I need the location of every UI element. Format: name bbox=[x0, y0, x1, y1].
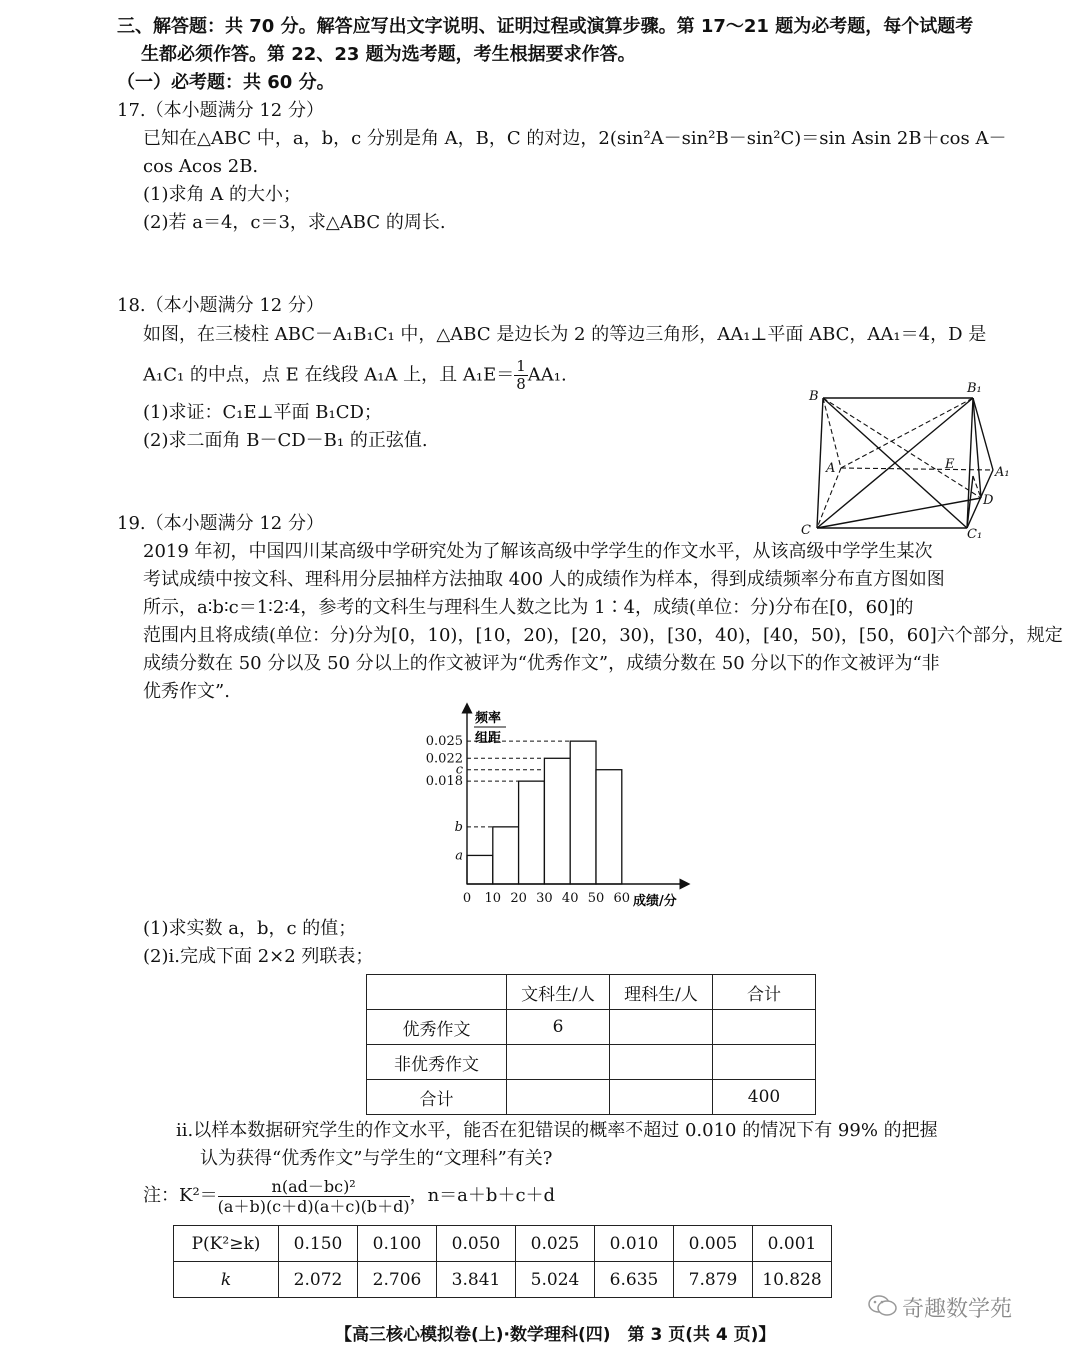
label-C1: C₁ bbox=[967, 527, 983, 540]
q19-sub2: (2)ⅰ.完成下面 2×2 列联表； bbox=[143, 946, 374, 967]
x-tick-label: 20 bbox=[510, 891, 527, 906]
label-A: A bbox=[826, 461, 836, 476]
q18-sub1: (1)求证：C₁E⊥平面 B₁CD； bbox=[143, 402, 382, 423]
table-row bbox=[367, 1010, 816, 1045]
watermark-text: 奇趣数学苑 bbox=[902, 1297, 1013, 1322]
watermark bbox=[868, 1294, 1012, 1326]
note-suffix: ，n＝a＋b＋c＋d bbox=[409, 1185, 556, 1206]
q19-p3: 所示，a∶b∶c＝1∶2∶4，参考的文科生与理科生人数之比为 1∶4，成绩(单位：分)分布在[0，60]的 bbox=[143, 597, 914, 618]
x-tick-label: 10 bbox=[484, 891, 502, 906]
y-tick-label: b bbox=[454, 819, 463, 835]
y-tick-label: 0.022 bbox=[425, 751, 463, 767]
k2-cell: 0.010 bbox=[595, 1226, 674, 1262]
x-tick-label: 0 bbox=[462, 891, 472, 906]
q17-line2: cos Acos 2B. bbox=[143, 156, 259, 177]
k2-cell: 0.005 bbox=[674, 1226, 753, 1262]
histogram-bar bbox=[493, 827, 519, 884]
label-E: E bbox=[945, 457, 955, 472]
note-prefix: 注：K²＝ bbox=[143, 1185, 218, 1206]
k2-formula-note bbox=[143, 1176, 555, 1216]
q17-line1: 已知在△ABC 中，a，b，c 分别是角 A，B，C 的对边，2(sin²A－sin²B－sin²C)＝sin Asin 2B＋cos A－ bbox=[143, 128, 1007, 149]
k2-cell: 5.024 bbox=[516, 1262, 595, 1298]
q19-sub1: (1)求实数 a，b，c 的值； bbox=[143, 918, 357, 939]
k2-cell: 7.879 bbox=[674, 1262, 753, 1298]
line-CD bbox=[817, 498, 981, 528]
section-header-line1: 三、解答题：共 70 分。解答应写出文字说明、证明过程或演算步骤。第 17～21 题为必考题，每个试题考 bbox=[117, 16, 974, 37]
k2-cell: 3.841 bbox=[437, 1262, 516, 1298]
y-tick-label: 0.018 bbox=[425, 774, 463, 790]
x-tick-label: 40 bbox=[561, 891, 579, 906]
table-row bbox=[367, 1080, 816, 1115]
contingency-cell: 非优秀作文 bbox=[367, 1045, 507, 1080]
q19-p4: 范围内且将成绩(单位：分)分为[0，10)，[10，20)，[20，30)，[30，40)，[40，50)，[50，60]六个部分，规定 bbox=[143, 625, 1063, 646]
contingency-cell bbox=[507, 1045, 610, 1080]
q19-p5: 成绩分数在 50 分以及 50 分以上的作文被评为“优秀作文”，成绩分数在 50 分以下的作文被评为“非 bbox=[143, 653, 940, 674]
contingency-cell: 400 bbox=[713, 1080, 816, 1115]
q18-frac-num: 1 bbox=[516, 357, 526, 375]
x-tick-label: 30 bbox=[536, 891, 553, 906]
k2-row-label: k bbox=[174, 1262, 279, 1298]
q19-p2: 考试成绩中按文科、理科用分层抽样方法抽取 400 人的成绩作为样本，得到成绩频率分布直方图如图 bbox=[143, 569, 945, 590]
q19-p1: 2019 年初，中国四川某高级中学研究处为了解该高级中学学生的作文水平，从该高级中学学生某次 bbox=[143, 541, 933, 562]
page-footer: 【高三核心模拟卷(上)·数学理科(四) 第 3 页(共 4 页)】 bbox=[335, 1325, 776, 1345]
note-fraction bbox=[218, 1177, 410, 1216]
histogram-bar bbox=[544, 758, 570, 884]
contingency-header-cell: 理科生/人 bbox=[610, 975, 713, 1010]
contingency-cell bbox=[610, 1010, 713, 1045]
y-tick-label: 0.025 bbox=[425, 734, 463, 750]
edge-AC bbox=[817, 468, 841, 528]
q18-fraction bbox=[514, 358, 528, 393]
y-tick-label: a bbox=[455, 848, 463, 864]
q17-sub2: (2)若 a＝4，c＝3，求△ABC 的周长. bbox=[143, 212, 446, 233]
label-D: D bbox=[983, 493, 994, 508]
line-BD bbox=[823, 398, 981, 498]
k2-row-label: P(K²≥k) bbox=[174, 1226, 279, 1262]
contingency-cell bbox=[610, 1045, 713, 1080]
contingency-cell bbox=[713, 1010, 816, 1045]
k2-cell: 0.100 bbox=[358, 1226, 437, 1262]
note-den: (a＋b)(c＋d)(a＋c)(b＋d) bbox=[217, 1196, 410, 1216]
k2-cell: 6.635 bbox=[595, 1262, 674, 1298]
q18-line2-pre: A₁C₁ 的中点，点 E 在线段 A₁A 上，且 A₁E＝ bbox=[143, 364, 515, 386]
edge-BA bbox=[823, 398, 841, 468]
y-label-top: 频率 bbox=[475, 711, 502, 726]
contingency-header-cell: 合计 bbox=[713, 975, 816, 1010]
q18-line2-post: AA₁. bbox=[527, 364, 567, 386]
q19-title: 19.（本小题满分 12 分） bbox=[117, 513, 324, 534]
k2-critical-table bbox=[173, 1225, 832, 1298]
contingency-cell bbox=[610, 1080, 713, 1115]
contingency-cell: 合计 bbox=[367, 1080, 507, 1115]
label-B: B bbox=[809, 389, 819, 404]
x-tick-label: 60 bbox=[613, 891, 631, 906]
label-C: C bbox=[801, 523, 811, 538]
table-row bbox=[174, 1226, 832, 1262]
section-header-line2: 生都必须作答。第 22、23 题为选考题，考生根据要求作答。 bbox=[141, 44, 636, 65]
q19-p6: 优秀作文”. bbox=[143, 681, 230, 702]
k2-cell: 0.001 bbox=[753, 1226, 832, 1262]
q17-sub1: (1)求角 A 的大小； bbox=[143, 184, 301, 205]
contingency-cell: 优秀作文 bbox=[367, 1010, 507, 1045]
y-label-bottom: 组距 bbox=[475, 731, 502, 746]
edge-BC bbox=[817, 398, 823, 528]
label-B1: B₁ bbox=[967, 381, 982, 396]
q18-line2 bbox=[143, 358, 567, 393]
histogram-bar bbox=[519, 781, 545, 884]
q18-line1: 如图，在三棱柱 ABC－A₁B₁C₁ 中，△ABC 是边长为 2 的等边三角形，AA₁⊥平面 ABC，AA₁＝4，D 是 bbox=[143, 324, 987, 345]
y-tick-label: c bbox=[455, 762, 463, 778]
q17-title: 17.（本小题满分 12 分） bbox=[117, 100, 324, 121]
q19-sub2ii-line2: 认为获得“优秀作文”与学生的“文理科”有关? bbox=[200, 1148, 553, 1169]
table-row bbox=[367, 1045, 816, 1080]
histogram-bar bbox=[467, 855, 493, 884]
q19-sub2ii-line1: ⅱ.以样本数据研究学生的作文水平，能否在犯错误的概率不超过 0.010 的情况下有 99% 的把握 bbox=[176, 1120, 938, 1141]
wechat-icon bbox=[868, 1294, 898, 1326]
contingency-cell bbox=[713, 1045, 816, 1080]
contingency-table bbox=[366, 974, 816, 1115]
label-A1: A₁ bbox=[995, 465, 1010, 480]
k2-cell: 0.150 bbox=[279, 1226, 358, 1262]
k2-cell: 2.706 bbox=[358, 1262, 437, 1298]
k2-cell: 10.828 bbox=[753, 1262, 832, 1298]
prism-figure bbox=[795, 380, 1025, 540]
histogram-chart bbox=[420, 700, 710, 915]
contingency-cell bbox=[507, 1080, 610, 1115]
x-tick-label: 50 bbox=[587, 891, 605, 906]
q18-sub2: (2)求二面角 B－CD－B₁ 的正弦值. bbox=[143, 430, 428, 451]
contingency-header-cell bbox=[367, 975, 507, 1010]
table-row bbox=[174, 1262, 832, 1298]
note-num: n(ad－bc)² bbox=[218, 1177, 410, 1197]
q18-title: 18.（本小题满分 12 分） bbox=[117, 295, 324, 316]
histogram-bar bbox=[570, 741, 596, 884]
part1-title: （一）必考题：共 60 分。 bbox=[117, 72, 335, 93]
q18-frac-den: 8 bbox=[516, 375, 526, 393]
contingency-cell: 6 bbox=[507, 1010, 610, 1045]
k2-cell: 2.072 bbox=[279, 1262, 358, 1298]
contingency-header-row bbox=[367, 975, 816, 1010]
x-axis-label: 成绩/分 bbox=[633, 894, 677, 909]
contingency-header-cell: 文科生/人 bbox=[507, 975, 610, 1010]
edge-B1C1 bbox=[967, 398, 973, 528]
k2-cell: 0.025 bbox=[516, 1226, 595, 1262]
histogram-bar bbox=[596, 770, 622, 884]
k2-cell: 0.050 bbox=[437, 1226, 516, 1262]
